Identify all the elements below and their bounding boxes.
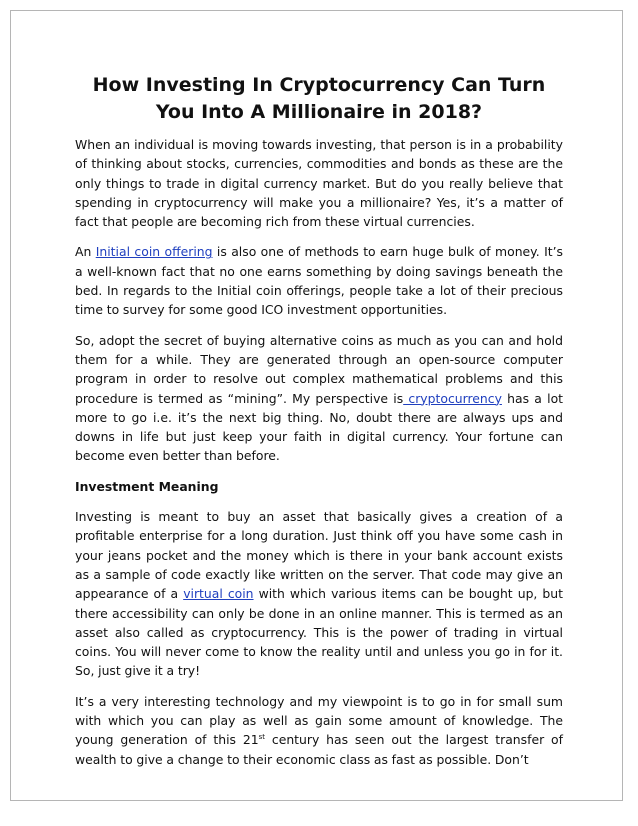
paragraph-text: with which various items can be bought up, but there accessibility can only be done in an online manner. This is termed as an asset also called as cryptocurrency. This is the power of trading in virtual coins. You will never come to know the reality until and unless you go in for it. So, just give it a try! (75, 586, 563, 679)
virtual-coin-link[interactable]: virtual coin (183, 586, 254, 602)
initial-coin-offering-link[interactable]: Initial coin offering (95, 244, 213, 260)
cryptocurrency-link[interactable]: cryptocurrency (403, 390, 502, 406)
paragraph-text: has a lot more to go i.e. it’s the next big thing. No, doubt there are always ups and downs in life but just keep your faith in digital currency. Your fortune can become even better than before. (75, 390, 564, 464)
section-heading: Investment Meaning (75, 478, 219, 494)
paragraph-text: So, adopt the secret of buying alternative coins as much as you can and hold them for a while. They are generated through an open-source computer program in order to resolve out complex mathematical problems and this procedure is termed as “mining”. My perspective is (75, 332, 563, 406)
paragraph-text: century has seen out the largest transfer of wealth to give a change to their economic class as fast as possible. Don’t (75, 732, 563, 767)
paragraph-text: An (75, 244, 96, 260)
document-body (75, 72, 563, 769)
paragraph-investment-meaning (75, 507, 563, 681)
paragraph-text: is also one of methods to earn huge bulk of money. It’s a well-known fact that no one earns something by doing savings beneath the bed. In regards to the Initial coin offerings, people take a lot of their precious time to survey for some good ICO investment opportunities. (75, 244, 563, 318)
document-title: How Investing In Cryptocurrency Can Turn You Into A Millionaire in 2018? (92, 74, 546, 123)
paragraph-text: It’s a very interesting technology and my viewpoint is to go in for small sum with which you can play as well as gain some amount of knowledge. The young generation of this 21 (75, 693, 563, 748)
paragraph-altcoins (75, 331, 563, 466)
ordinal-suffix: st (258, 733, 266, 742)
paragraph-text: Investing is meant to buy an asset that basically gives a creation of a profitable enterprise for a long duration. Just think off you have some cash in your jeans pocket and the money which is there in your bank account exists as a sample of code exactly like written on the server. That code may give an appearance of a (75, 509, 563, 602)
paragraph-intro: When an individual is moving towards investing, that person is in a probability of thinking about stocks, currencies, commodities and bonds as these are the only things to trade in digital currency market. But do you really believe that spending in cryptocurrency will make you a millionaire? Yes, it’s a matter of fact that people are becoming rich from these virtual currencies. (75, 137, 563, 230)
paragraph-ico (75, 242, 563, 319)
paragraph-technology (75, 692, 563, 769)
